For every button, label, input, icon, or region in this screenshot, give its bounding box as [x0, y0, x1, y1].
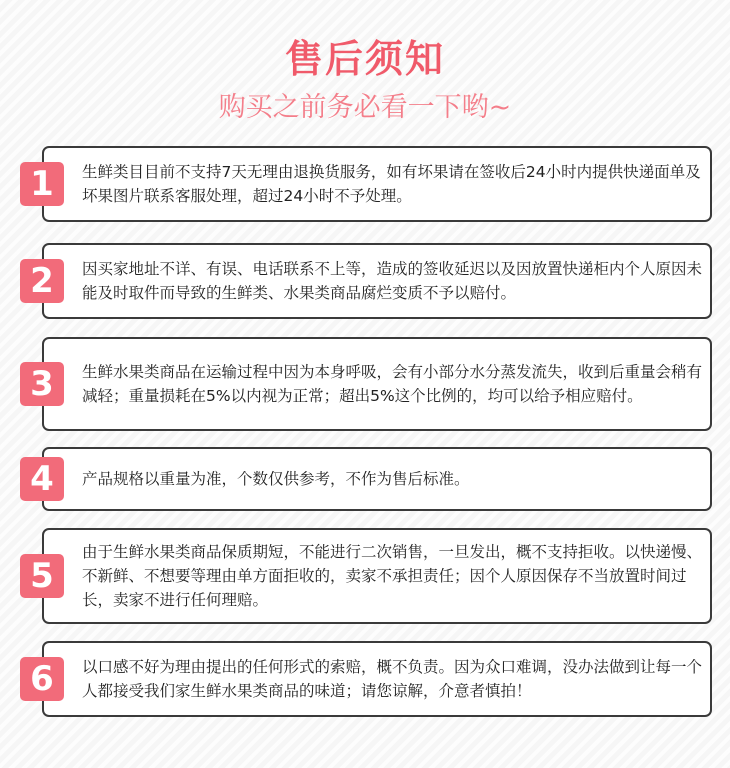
notice-item-3: [18, 337, 712, 431]
notice-item-4: [18, 447, 712, 511]
notice-text: 因买家地址不详、有误、电话联系不上等，造成的签收延迟以及因放置快递柜内个人原因未能及时取件而导致的生鲜类、水果类商品腐烂变质不予以赔付。: [82, 260, 703, 302]
notice-text: 以口感不好为理由提出的任何形式的索赔，概不负责。因为众口难调，没办法做到让每一个人都接受我们家生鲜水果类商品的味道；请您谅解，介意者慎拍！: [82, 658, 703, 700]
notice-text: 生鲜类目目前不支持7天无理由退换货服务，如有坏果请在签收后24小时内提供快递面单及坏果图片联系客服处理，超过24小时不予处理。: [82, 163, 701, 205]
notice-number-badge: 3: [20, 362, 64, 406]
notice-number-badge: 5: [20, 554, 64, 598]
notice-number-badge: 6: [20, 657, 64, 701]
notice-text: 生鲜水果类商品在运输过程中因为本身呼吸，会有小部分水分蒸发流失，收到后重量会稍有减轻；重量损耗在5%以内视为正常；超出5%这个比例的，均可以给予相应赔付。: [82, 363, 703, 405]
notice-item-1: [18, 146, 712, 222]
notice-item-5: [18, 528, 712, 624]
notice-number-badge: 2: [20, 259, 64, 303]
page-subtitle: 购买之前务必看一下哟~: [218, 92, 512, 123]
notice-item-2: [18, 243, 712, 319]
page-title: 售后须知: [284, 37, 445, 81]
notice-number-badge: 1: [20, 162, 64, 206]
notice-item-6: [18, 641, 712, 717]
notice-number-badge: 4: [20, 457, 64, 501]
notice-text: 产品规格以重量为准，个数仅供参考，不作为售后标准。: [82, 470, 470, 488]
notice-text: 由于生鲜水果类商品保质期短，不能进行二次销售，一旦发出，概不支持拒收。以快递慢、不新鲜、不想要等理由单方面拒收的，卖家不承担责任；因个人原因保存不当放置时间过长，卖家不进行任何理赔。: [82, 543, 703, 609]
